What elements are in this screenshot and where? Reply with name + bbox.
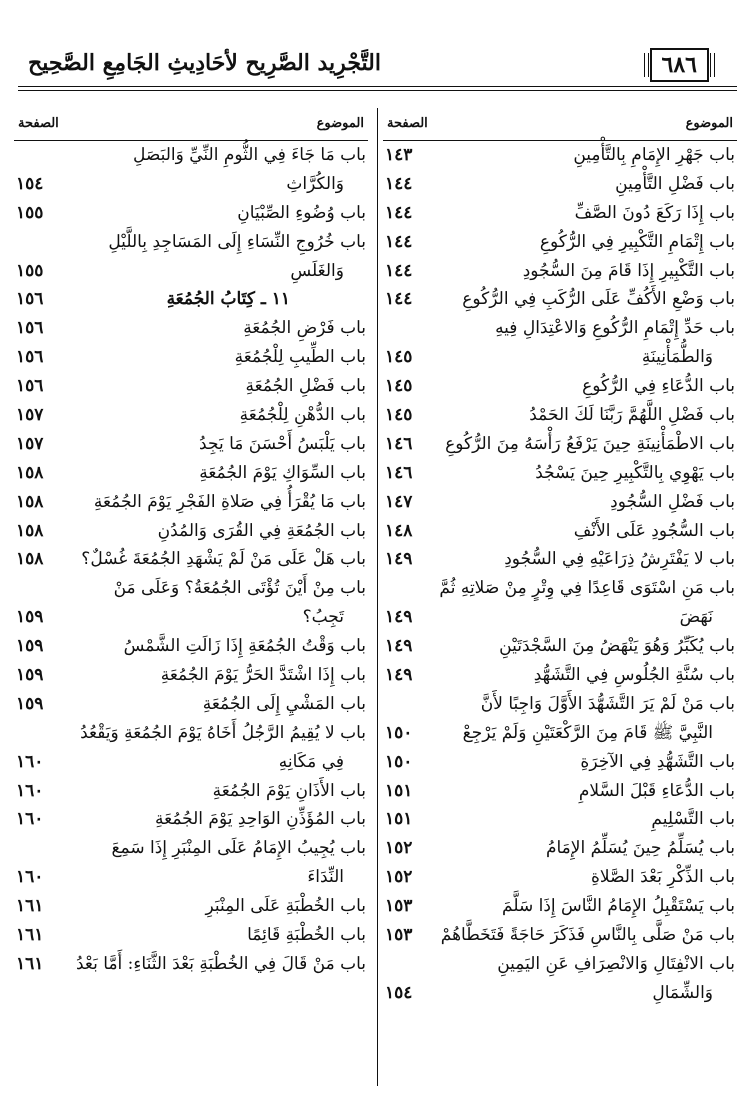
index-entry [383,603,737,632]
entry-page: ١٥١ [385,780,413,801]
entry-page: ١٥٢ [385,867,413,888]
entry-page: ١٥٨ [16,462,44,483]
index-entry [383,863,737,892]
left-entries [14,141,368,979]
entry-page: ١٥٩ [16,665,44,686]
entry-page: ١٦١ [16,925,44,946]
index-entry [14,690,368,719]
entry-page: ١٤٦ [385,433,413,454]
entry-title: باب الدُّعَاءِ فِي الرُّكُوعِ [582,376,735,397]
entry-title: باب لا يُقِيمُ الرَّجُلُ أَخَاهُ يَوْمَ الجُمُعَةِ وَيَقْعُدُ [80,722,366,743]
entry-title: باب مَنْ صَلَّى بِالنَّاسِ فَذَكَرَ حَاجَةً فَتَخَطَّاهُمْ [440,925,735,946]
index-entry [383,719,737,748]
topic-label: الموضوع [685,116,733,131]
entry-page: ١٤٨ [385,520,413,541]
entry-title: باب الخُطْبَةِ عَلَى المِنْبَرِ [205,896,366,917]
entry-page: ١٤٥ [385,405,413,426]
entry-page: ١٤٩ [385,636,413,657]
column-header [14,110,368,141]
index-entry [383,777,737,806]
page-number: ٦٨٦ [650,48,709,82]
index-entry [383,488,737,517]
entry-title: ١١ ـ كِتَابُ الجُمُعَةِ [166,289,290,310]
index-entry [14,661,368,690]
entry-title: النَّبِيَّ ﷺ قَامَ مِنَ الرَّكْعَتَيْنِ وَلَمْ يَرْجِعْ [462,722,713,743]
entry-page: ١٤٤ [385,231,413,252]
entry-page: ١٥٩ [16,607,44,628]
entry-page: ١٥٦ [16,289,44,310]
index-entry [383,459,737,488]
column-header [383,110,737,141]
right-entries [383,141,737,1008]
entry-title: باب يَهْوِي بِالتَّكْبِيرِ حِينَ يَسْجُدُ [535,462,735,483]
header-rule [18,86,737,87]
entry-page: ١٦١ [16,896,44,917]
entry-page: ١٥١ [385,809,413,830]
chapter-heading [14,285,368,314]
entry-title: باب الاطْمَأْنِينَةِ حِينَ يَرْفَعُ رَأْسَهُ مِنَ الرُّكُوعِ [445,433,735,454]
entry-title: باب حَدِّ إِتْمَامِ الرُّكُوعِ وَالاعْتِدَالِ فِيهِ [495,318,735,339]
entry-title: وَالكُرَّاثِ [286,173,344,194]
entry-title: باب الأَذَانِ يَوْمَ الجُمُعَةِ [212,780,366,801]
index-entry [14,719,368,748]
index-entry [14,314,368,343]
entry-title: باب وَقْتُ الجُمُعَةِ إِذَا زَالَتِ الشَّمْسُ [123,636,366,657]
index-entry [383,401,737,430]
entry-title: باب فَرْضِ الجُمُعَةِ [243,318,366,339]
index-entry [383,921,737,950]
entry-title: باب الطِّيبِ لِلْجُمُعَةِ [234,347,366,368]
index-entry [14,170,368,199]
entry-title: باب الخُطْبَةِ قَائِمًا [247,925,366,946]
entry-page: ١٤٩ [385,549,413,570]
index-entry [14,805,368,834]
entry-page: ١٥٦ [16,318,44,339]
index-entry [14,748,368,777]
entry-page: ١٤٤ [385,260,413,281]
index-entry [383,285,737,314]
entry-page: ١٦٠ [16,780,44,801]
entry-title: وَالغَلَسِ [290,260,344,281]
entry-page: ١٤٩ [385,607,413,628]
entry-title: باب يَسْتَقْبِلُ الإِمَامُ النَّاسَ إِذَا سَلَّمَ [502,896,735,917]
entry-page: ١٥٨ [16,549,44,570]
entry-title: باب المُؤَذِّنِ الوَاحِدِ يَوْمَ الجُمُعَةِ [155,809,366,830]
entry-page: ١٥٣ [385,925,413,946]
left-column [14,110,368,1106]
entry-page: ١٤٣ [385,145,413,165]
index-entry [383,314,737,343]
entry-title: باب لا يَفْتَرِشُ ذِرَاعَيْهِ فِي السُّجُودِ [504,549,735,570]
entry-title: نَهَضَ [679,607,713,628]
entry-title: باب وَضْعِ الأَكُفِّ عَلَى الرُّكَبِ فِي الرُّكُوعِ [462,289,735,310]
entry-title: باب فَضْلِ الجُمُعَةِ [245,376,366,397]
entry-page: ١٥٦ [16,376,44,397]
entry-page: ١٤٤ [385,289,413,310]
entry-title: باب فَضْلِ السُّجُودِ [610,491,735,512]
index-entry [383,661,737,690]
entry-page: ١٦٠ [16,751,44,772]
entry-page: ١٥٧ [16,433,44,454]
entry-title: باب يُجِيبُ الإِمَامُ عَلَى المِنْبَرِ إِذَا سَمِعَ [111,838,366,859]
index-entry [14,228,368,257]
index-entry [383,199,737,228]
index-entry [383,574,737,603]
index-entry [383,343,737,372]
index-entry [14,834,368,863]
entry-page: ١٥٨ [16,520,44,541]
entry-page: ١٤٦ [385,462,413,483]
entry-title: باب مَا يُقْرَأُ فِي صَلاةِ الفَجْرِ يَوْمَ الجُمُعَةِ [93,491,366,512]
entry-title: باب الذِّكْرِ بَعْدَ الصَّلاةِ [591,867,735,888]
index-entry [383,892,737,921]
entry-page: ١٦٠ [16,867,44,888]
entry-title: باب هَلْ عَلَى مَنْ لَمْ يَشْهَدِ الجُمُعَةَ غُسْلٌ؟ [81,549,366,570]
entry-page: ١٥٩ [16,636,44,657]
entry-page: ١٥٦ [16,347,44,368]
index-entry [14,430,368,459]
entry-page: ١٤٧ [385,491,413,512]
entry-page: ١٥٨ [16,491,44,512]
index-entry [383,545,737,574]
entry-title: فِي مَكَانِهِ [278,751,344,772]
index-entry [14,603,368,632]
entry-page: ١٥٩ [16,693,44,714]
header-rule-thin [18,90,737,91]
index-entry [14,574,368,603]
index-entry [383,430,737,459]
index-entry [383,632,737,661]
index-entry [14,921,368,950]
entry-title: باب خُرُوجِ النِّسَاءِ إِلَى المَسَاجِدِ بِاللَّيْلِ [108,231,366,252]
entry-title: باب إِذَا رَكَعَ دُونَ الصَّفِّ [574,202,735,223]
index-entry [14,517,368,546]
entry-page: ١٥٢ [385,838,413,859]
index-entry [383,950,737,979]
column-divider [377,108,378,1086]
entry-title: باب إِتْمَامِ التَّكْبِيرِ فِي الرُّكُوعِ [539,231,735,252]
entry-page: ١٥٥ [16,260,44,281]
index-entry [383,228,737,257]
entry-title: باب التَّسْلِيمِ [651,809,735,830]
entry-page: ١٥٥ [16,202,44,223]
entry-title: تَجِبُ؟ [302,607,344,628]
entry-title: باب مَا جَاءَ فِي الثُّومِ النِّيِّ وَالبَصَلِ [132,145,366,165]
entry-title: باب التَّكْبِيرِ إِذَا قَامَ مِنَ السُّجُودِ [522,260,735,281]
entry-title: باب إِذَا اشْتَدَّ الحَرُّ يَوْمَ الجُمُعَةِ [160,665,366,686]
entry-title: باب السُّجُودِ عَلَى الأَنْفِ [573,520,735,541]
entry-title: باب الجُمُعَةِ فِي القُرَى وَالمُدُنِ [157,520,366,541]
index-entry [14,257,368,286]
entry-page: ١٦٠ [16,809,44,830]
index-entry [14,892,368,921]
book-title: التَّجْرِيد الصَّرِيح لأحَادِيثِ الجَامِعِ الصَّحِيح [28,50,381,76]
entry-title: باب جَهْرِ الإِمَامِ بِالتَّأْمِينِ [573,145,735,165]
entry-title: باب مِنْ أَيْنَ تُؤْتَى الجُمُعَةُ؟ وَعَلَى مَنْ [113,578,366,599]
entry-title: باب يَلْبَسُ أَحْسَنَ مَا يَجِدُ [199,433,366,454]
entry-title: باب الانْفِتَالِ وَالانْصِرَافِ عَنِ اليَمِينِ [497,953,735,974]
index-entry [383,517,737,546]
entry-title: باب يُسَلِّمُ حِينَ يُسَلِّمُ الإِمَامُ [545,838,735,859]
index-entry [14,777,368,806]
entry-title: باب يُكَبِّرُ وَهُوَ يَنْهَضُ مِنَ السَّجْدَتَيْنِ [499,636,735,657]
index-entry [14,950,368,979]
right-column [383,110,737,1106]
entry-title: باب فَضْلِ التَّأْمِينِ [615,173,735,194]
entry-page: ١٤٥ [385,376,413,397]
index-entry [14,343,368,372]
entry-page: ١٥٠ [385,751,413,772]
index-entry [14,401,368,430]
entry-title: باب المَشْيِ إِلَى الجُمُعَةِ [202,693,366,714]
index-entry [383,748,737,777]
entry-title: وَالطُّمَأْنِينَةِ [641,347,713,368]
index-entry [383,979,737,1008]
entry-title: النِّدَاءَ [307,867,344,888]
index-entry [383,690,737,719]
index-entry [14,863,368,892]
index-entry [383,141,737,170]
entry-title: باب التَّشَهُّدِ فِي الآخِرَةِ [580,751,735,772]
entry-title: باب السِّوَاكِ يَوْمَ الجُمُعَةِ [199,462,366,483]
entry-page: ١٥٤ [385,982,413,1003]
index-entry [14,545,368,574]
index-entry [14,372,368,401]
entry-title: باب وُضُوءِ الصِّبْيَانِ [237,202,366,223]
entry-page: ١٥٧ [16,405,44,426]
index-entry [383,834,737,863]
entry-page: ١٤٤ [385,202,413,223]
entry-page: ١٥٠ [385,722,413,743]
index-entry [14,199,368,228]
entry-title: باب مَنْ قَالَ فِي الخُطْبَةِ بَعْدَ الثَّنَاءِ: أَمَّا بَعْدُ [76,953,366,974]
index-entry [14,632,368,661]
index-entry [14,141,368,170]
index-entry [383,372,737,401]
entry-title: باب الدُّعَاءِ قَبْلَ السَّلامِ [578,780,735,801]
entry-page: ١٦١ [16,953,44,974]
index-entry [383,170,737,199]
entry-page: ١٤٩ [385,665,413,686]
entry-title: باب فَضْلِ اللَّهُمَّ رَبَّنَا لَكَ الحَمْدُ [529,405,735,426]
page-label: الصفحة [387,116,428,131]
entry-page: ١٥٤ [16,173,44,194]
entry-title: باب الدُّهْنِ لِلْجُمُعَةِ [239,405,366,426]
entry-page: ١٥٣ [385,896,413,917]
index-entry [383,805,737,834]
entry-title: باب سُنَّةِ الجُلُوسِ فِي التَّشَهُّدِ [533,665,735,686]
entry-page: ١٤٥ [385,347,413,368]
entry-title: باب مَنْ لَمْ يَرَ التَّشَهُّدَ الأَوَّلَ وَاجِبًا لأَنَّ [480,693,735,714]
page-label: الصفحة [18,116,59,131]
entry-title: باب مَنِ اسْتَوَى قَاعِدًا فِي وِتْرٍ مِنْ صَلاتِهِ ثُمَّ [439,578,735,599]
index-entry [14,488,368,517]
topic-label: الموضوع [316,116,364,131]
index-entry [14,459,368,488]
index-entry [383,257,737,286]
entry-page: ١٤٤ [385,173,413,194]
entry-title: وَالشِّمَالِ [652,982,713,1003]
running-header [18,50,737,94]
